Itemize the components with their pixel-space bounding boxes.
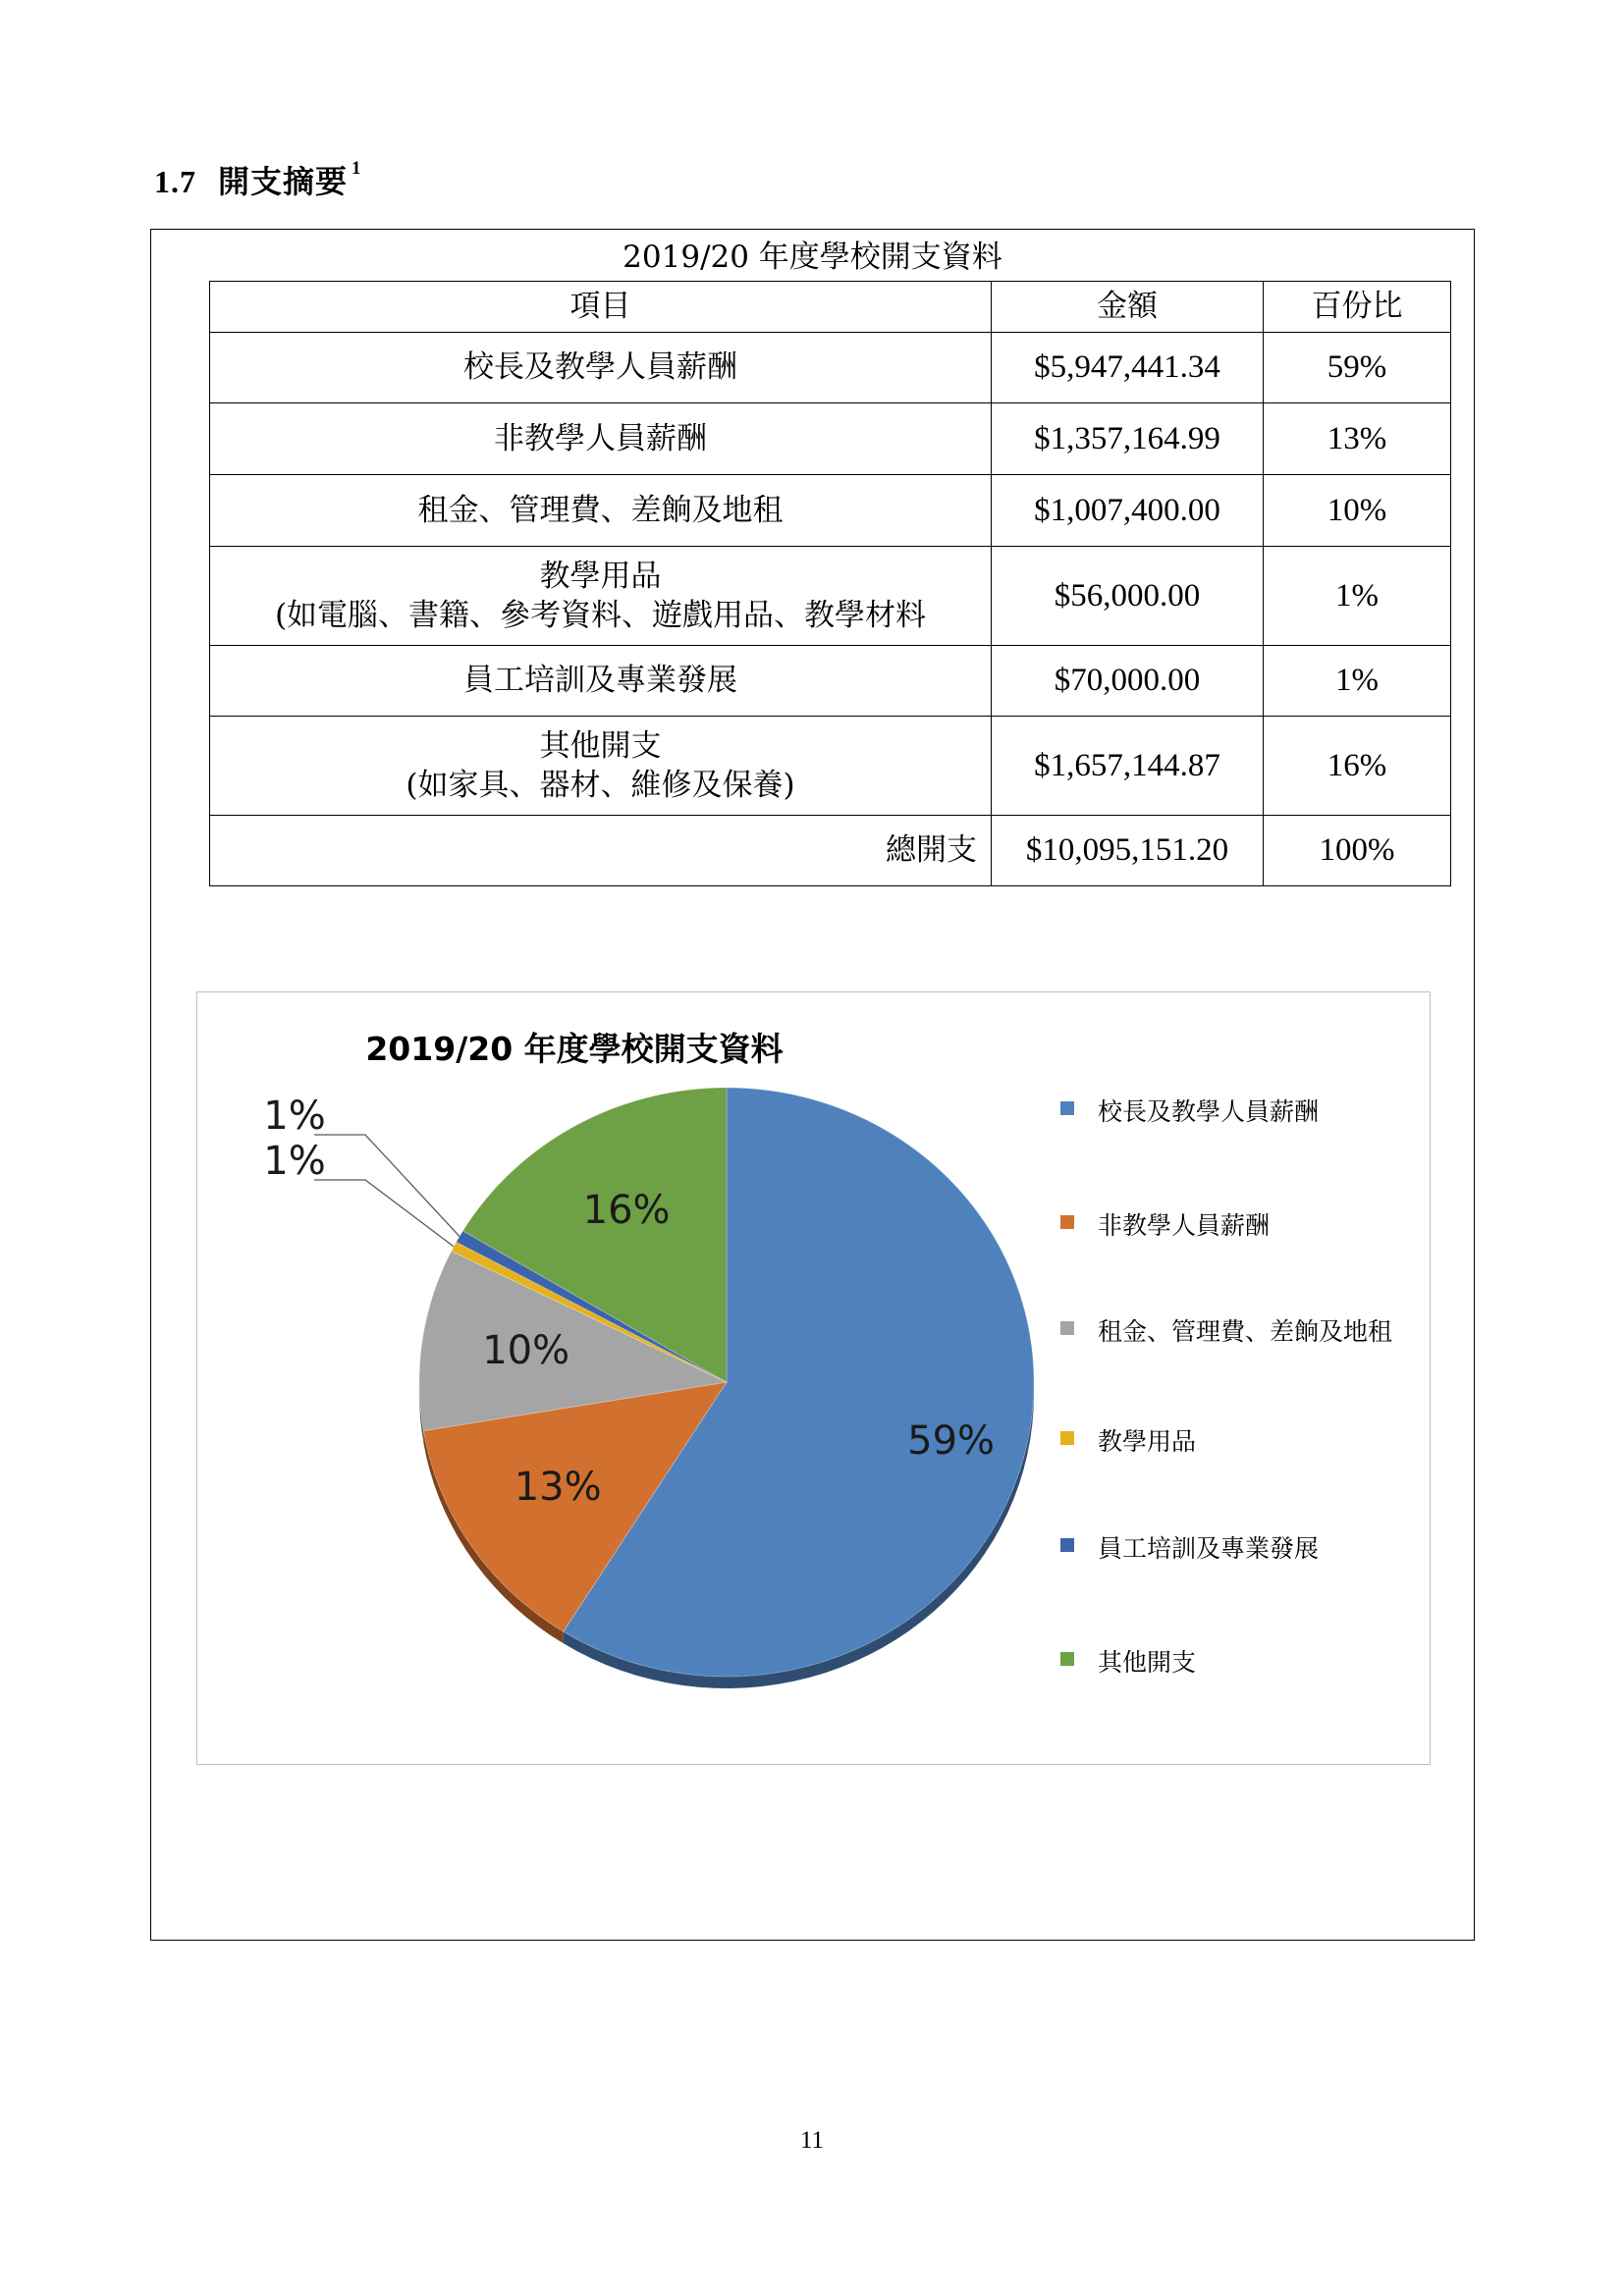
row-item: 員工培訓及專業發展 (210, 646, 992, 717)
table-row (210, 717, 1451, 816)
row-amount: $56,000.00 (992, 547, 1264, 646)
table-row (210, 646, 1451, 717)
row-amount: $1,007,400.00 (992, 475, 1264, 547)
data-label: 1% (263, 1139, 326, 1184)
row-item: 租金、管理費、差餉及地租 (210, 475, 992, 547)
section-heading (154, 157, 362, 202)
data-label: 59% (907, 1418, 996, 1464)
legend-swatch (1060, 1321, 1074, 1335)
row-amount: $5,947,441.34 (992, 333, 1264, 403)
header-percent: 百份比 (1264, 282, 1451, 333)
row-item: 非教學人員薪酬 (210, 403, 992, 475)
data-label-leader (314, 1135, 460, 1237)
table-total-row (210, 816, 1451, 886)
data-label: 10% (482, 1327, 570, 1373)
legend-label: 教學用品 (1098, 1427, 1197, 1456)
legend-label: 租金、管理費、差餉及地租 (1098, 1317, 1393, 1346)
header-amount: 金額 (992, 282, 1264, 333)
row-item: 校長及教學人員薪酬 (210, 333, 992, 403)
total-percent: 100% (1264, 816, 1451, 886)
total-amount: $10,095,151.20 (992, 816, 1264, 886)
data-label: 1% (263, 1094, 326, 1139)
total-label: 總開支 (210, 816, 992, 886)
legend-swatch (1060, 1431, 1074, 1445)
row-percent: 13% (1264, 403, 1451, 475)
table-caption: 2019/20 年度學校開支資料 (623, 240, 1002, 275)
row-amount: $1,657,144.87 (992, 717, 1264, 816)
table-row (210, 475, 1451, 547)
legend-swatch (1060, 1652, 1074, 1666)
legend-swatch (1060, 1215, 1074, 1229)
footnote-marker[interactable]: 1 (352, 158, 362, 179)
data-label: 13% (514, 1464, 602, 1510)
row-amount: $70,000.00 (992, 646, 1264, 717)
table-row (210, 333, 1451, 403)
page-number: 11 (799, 2127, 825, 2154)
row-percent: 59% (1264, 333, 1451, 403)
row-item-note: (如電腦、書籍、參考資料、遊戲用品、教學材料 (274, 598, 927, 633)
table-row (210, 403, 1451, 475)
row-item (210, 717, 992, 816)
row-item-label: 其他開支 (539, 727, 662, 764)
row-percent: 16% (1264, 717, 1451, 816)
row-percent: 10% (1264, 475, 1451, 547)
row-amount: $1,357,164.99 (992, 403, 1264, 475)
table-row (210, 547, 1451, 646)
legend-swatch (1060, 1538, 1074, 1552)
legend-swatch (1060, 1101, 1074, 1115)
section-title: 開支摘要 (218, 164, 349, 199)
row-item-note: (如家具、器材、維修及保養) (406, 768, 795, 803)
row-percent: 1% (1264, 547, 1451, 646)
table-header-row (210, 282, 1451, 333)
row-percent: 1% (1264, 646, 1451, 717)
row-item (210, 547, 992, 646)
header-item: 項目 (210, 282, 992, 333)
row-item-label: 教學用品 (539, 558, 662, 594)
legend-label: 其他開支 (1098, 1648, 1197, 1677)
legend-label: 非教學人員薪酬 (1098, 1211, 1271, 1240)
data-label: 16% (582, 1187, 671, 1233)
section-number: 1.7 (154, 164, 196, 199)
legend-label: 員工培訓及專業發展 (1098, 1534, 1320, 1563)
expense-table (209, 281, 1451, 886)
data-label-leader (314, 1180, 454, 1247)
chart-title: 2019/20 年度學校開支資料 (365, 1030, 784, 1068)
legend-label: 校長及教學人員薪酬 (1098, 1097, 1320, 1126)
